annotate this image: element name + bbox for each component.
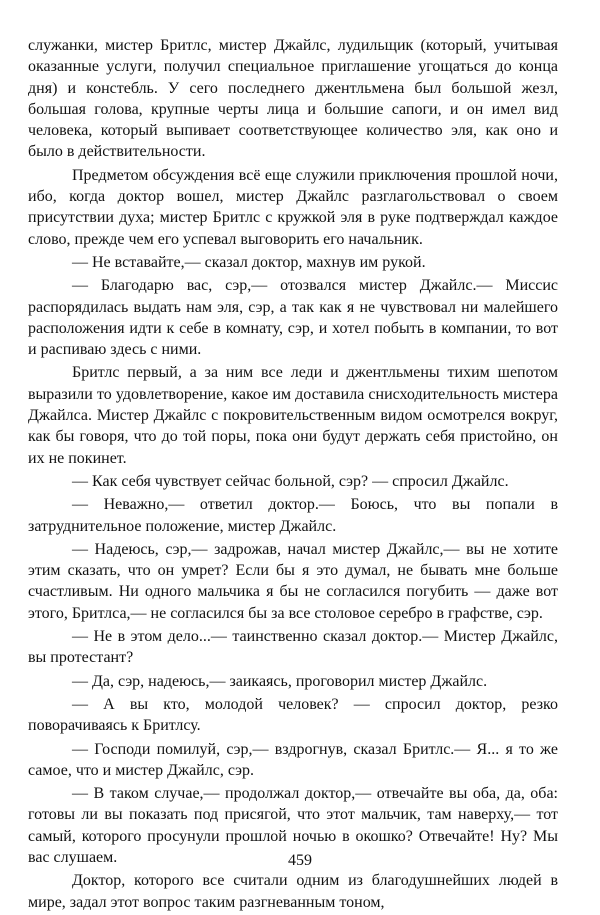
paragraph: служанки, мистер Бритлс, мистер Джайлс, лудильщик (который, учитывая оказанные услуги, получил специальное приглашение угощаться до конца дня) и констебль. У сего последнего джентльмена был большой жезл, большая голова, крупные черты лица и большие сапоги, и он имел вид человека, который выпивает соответствующее количество эля, как оно и было в действительности. — [28, 37, 558, 161]
paragraph: Бритлс первый, а за ним все леди и джентльмены тихим шепотом выразили то удовлетворение, какое им доставила снисходительность мистера Джайлса. Мистер Джайлс с покровительственным видом осмотрелся вокруг, как бы говоря, что до той поры, пока они будут держать себя пристойно, он их не покинет. — [28, 364, 558, 467]
paragraph: — Как себя чувствует сейчас больной, сэр? — спросил Джайлс. — [72, 472, 509, 490]
paragraph: Предметом обсуждения всё еще служили приключения прошлой ночи, ибо, когда доктор вошел, мистер Джайлс разглагольствовал о своем присутствии духа; мистер Бритлс с кружкой эля в руке подтверждал каждое слово, прежде чем его успевал выговорить его начальник. — [28, 166, 558, 248]
paragraph: — Не вставайте,— сказал доктор, махнув им рукой. — [72, 253, 426, 271]
paragraph: — Да, сэр, надеюсь,— заикаясь, проговорил мистер Джайлс. — [72, 672, 488, 690]
paragraph: — Благодарю вас, сэр,— отозвался мистер Джайлс.— Миссис распорядилась выдать нам эля, сэр, а так как я не чувствовал ни малейшего расположения идти к себе в комнату, сэр, и хотел побыть в компании, то вот и распиваю здесь с ними. — [28, 277, 558, 359]
page-number: 459 — [288, 852, 312, 869]
paragraph: — В таком случае,— продолжал доктор,— отвечайте вы оба, да, оба: готовы ли вы показать под присягой, что этот мальчик, там наверху,— тот самый, которого просунули прошлой ночью в окошко? Отвечайте! Ну? Мы вас слушаем. — [28, 785, 558, 866]
paragraph: — А вы кто, молодой человек? — спросил доктор, резко поворачиваясь к Бритлсу. — [28, 695, 558, 735]
paragraph: — Не в этом дело...— таинственно сказал доктор.— Мистер Джайлс, вы протестант? — [28, 628, 558, 667]
paragraph: — Господи помилуй, сэр,— вздрогнув, сказал Бритлс.— Я... я то же самое, что и мистер Джайлс, сэр. — [28, 740, 558, 779]
paragraph: — Надеюсь, сэр,— задрожав, начал мистер Джайлс,— вы не хотите этим сказать, что он умрет? Если бы я это думал, не бывать мне больше счастливым. Ни одного мальчика я бы не согласился погубить — даже вот этого, Бритлса,— не согласился бы за все столовое серебро в графстве, сэр. — [28, 540, 558, 622]
paragraph: — Неважно,— ответил доктор.— Боюсь, что вы попали в затруднительное положение, мистер Джайлс. — [28, 496, 558, 535]
book-page — [28, 35, 558, 915]
paragraph: Доктор, которого все считали одним из благодушнейших людей в мире, задал этот вопрос таким разгневанным тоном, — [28, 872, 558, 911]
